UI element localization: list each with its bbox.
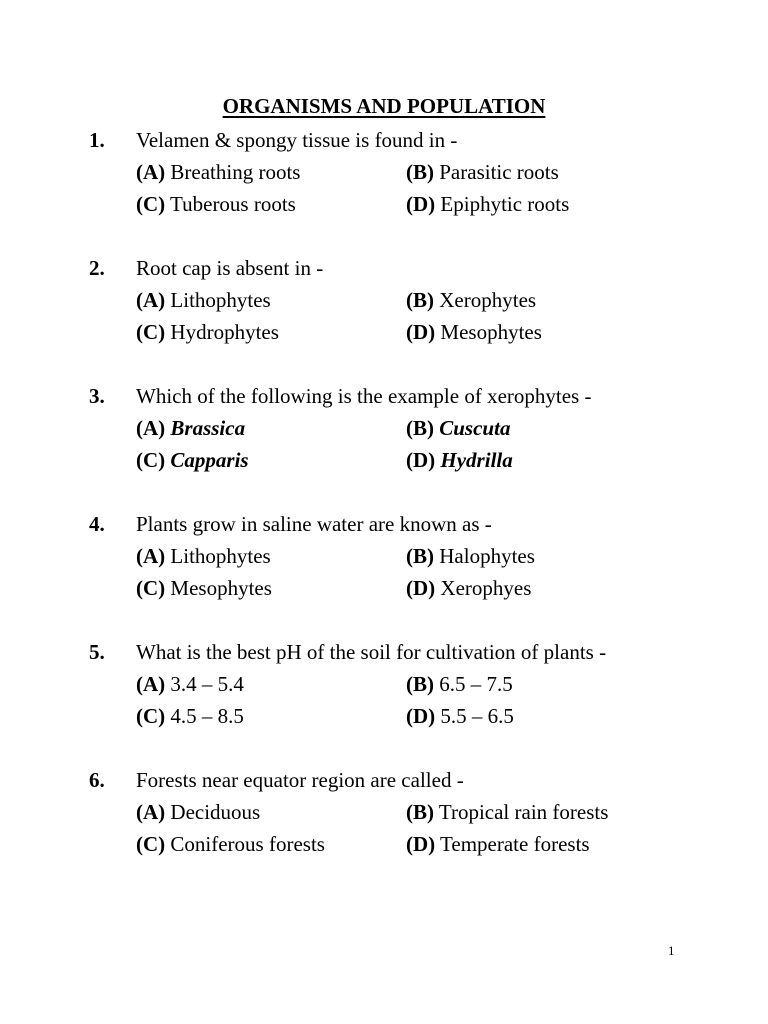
option-c (136, 700, 244, 732)
question-6 (0, 764, 768, 860)
option-text: Brassica (170, 416, 246, 440)
option-letter: (B) (406, 672, 434, 696)
option-text: Coniferous forests (170, 832, 325, 856)
question-text: What is the best pH of the soil for cultivation of plants - (136, 640, 607, 664)
option-letter: (D) (406, 192, 436, 216)
question-number: 2. (89, 256, 105, 280)
option-text: Hydrilla (440, 448, 513, 472)
question-number: 5. (89, 640, 105, 664)
option-letter: (D) (406, 448, 436, 472)
option-letter: (D) (406, 704, 436, 728)
option-text: 4.5 – 8.5 (170, 704, 244, 728)
option-text: Breathing roots (170, 160, 301, 184)
option-letter: (A) (136, 160, 166, 184)
question-3 (0, 380, 768, 476)
option-d (406, 572, 531, 604)
question-1 (0, 124, 768, 220)
option-letter: (D) (406, 576, 436, 600)
option-text: Cuscuta (439, 416, 511, 440)
option-b (406, 412, 510, 444)
question-text: Velamen & spongy tissue is found in - (136, 128, 458, 152)
option-text: Epiphytic roots (440, 192, 570, 216)
option-text: 5.5 – 6.5 (440, 704, 514, 728)
option-b (406, 796, 608, 828)
option-a (136, 796, 260, 828)
option-letter: (B) (406, 544, 434, 568)
option-text: Mesophytes (440, 320, 542, 344)
question-text: Root cap is absent in - (136, 256, 324, 280)
option-letter: (A) (136, 800, 166, 824)
option-text: Hydrophytes (170, 320, 279, 344)
option-letter: (B) (406, 160, 434, 184)
option-letter: (B) (406, 416, 434, 440)
option-c (136, 572, 272, 604)
question-number: 1. (89, 128, 105, 152)
option-text: Deciduous (170, 800, 261, 824)
option-text: Lithophytes (170, 544, 271, 568)
option-letter: (A) (136, 544, 166, 568)
option-text: Lithophytes (170, 288, 271, 312)
option-text: Tuberous roots (170, 192, 296, 216)
option-b (406, 540, 535, 572)
question-text: Which of the following is the example of xerophytes - (136, 384, 592, 408)
option-d (406, 444, 513, 476)
option-text: Halophytes (439, 544, 535, 568)
option-a (136, 156, 300, 188)
option-letter: (A) (136, 672, 166, 696)
option-text: Tropical rain forests (438, 800, 609, 824)
option-text: Temperate forests (440, 832, 590, 856)
option-text: 6.5 – 7.5 (439, 672, 513, 696)
option-text: 3.4 – 5.4 (170, 672, 244, 696)
page-title: ORGANISMS AND POPULATION (222, 94, 546, 118)
option-a (136, 284, 271, 316)
option-letter: (C) (136, 320, 166, 344)
option-text: Capparis (170, 448, 249, 472)
option-letter: (C) (136, 192, 166, 216)
question-text: Forests near equator region are called - (136, 768, 464, 792)
option-letter: (C) (136, 832, 166, 856)
option-a (136, 540, 271, 572)
option-a (136, 412, 245, 444)
option-b (406, 284, 536, 316)
option-c (136, 316, 279, 348)
option-letter: (D) (406, 320, 436, 344)
question-number: 3. (89, 384, 105, 408)
option-letter: (B) (406, 288, 434, 312)
question-number: 4. (89, 512, 105, 536)
question-5 (0, 636, 768, 732)
option-text: Xerophytes (439, 288, 537, 312)
option-a (136, 668, 244, 700)
option-b (406, 668, 513, 700)
option-letter: (D) (406, 832, 436, 856)
option-letter: (C) (136, 576, 166, 600)
option-d (406, 188, 569, 220)
option-letter: (A) (136, 416, 166, 440)
option-c (136, 444, 249, 476)
option-letter: (C) (136, 448, 166, 472)
option-b (406, 156, 559, 188)
option-c (136, 188, 296, 220)
question-text: Plants grow in saline water are known as - (136, 512, 492, 536)
option-d (406, 316, 542, 348)
page-number: 1 (668, 943, 675, 958)
question-4 (0, 508, 768, 604)
option-text: Xerophyes (440, 576, 532, 600)
question-2 (0, 252, 768, 348)
option-letter: (C) (136, 704, 166, 728)
option-c (136, 828, 325, 860)
question-number: 6. (89, 768, 105, 792)
option-d (406, 828, 590, 860)
option-d (406, 700, 514, 732)
option-text: Parasitic roots (439, 160, 559, 184)
option-letter: (A) (136, 288, 166, 312)
option-text: Mesophytes (170, 576, 272, 600)
option-letter: (B) (406, 800, 434, 824)
